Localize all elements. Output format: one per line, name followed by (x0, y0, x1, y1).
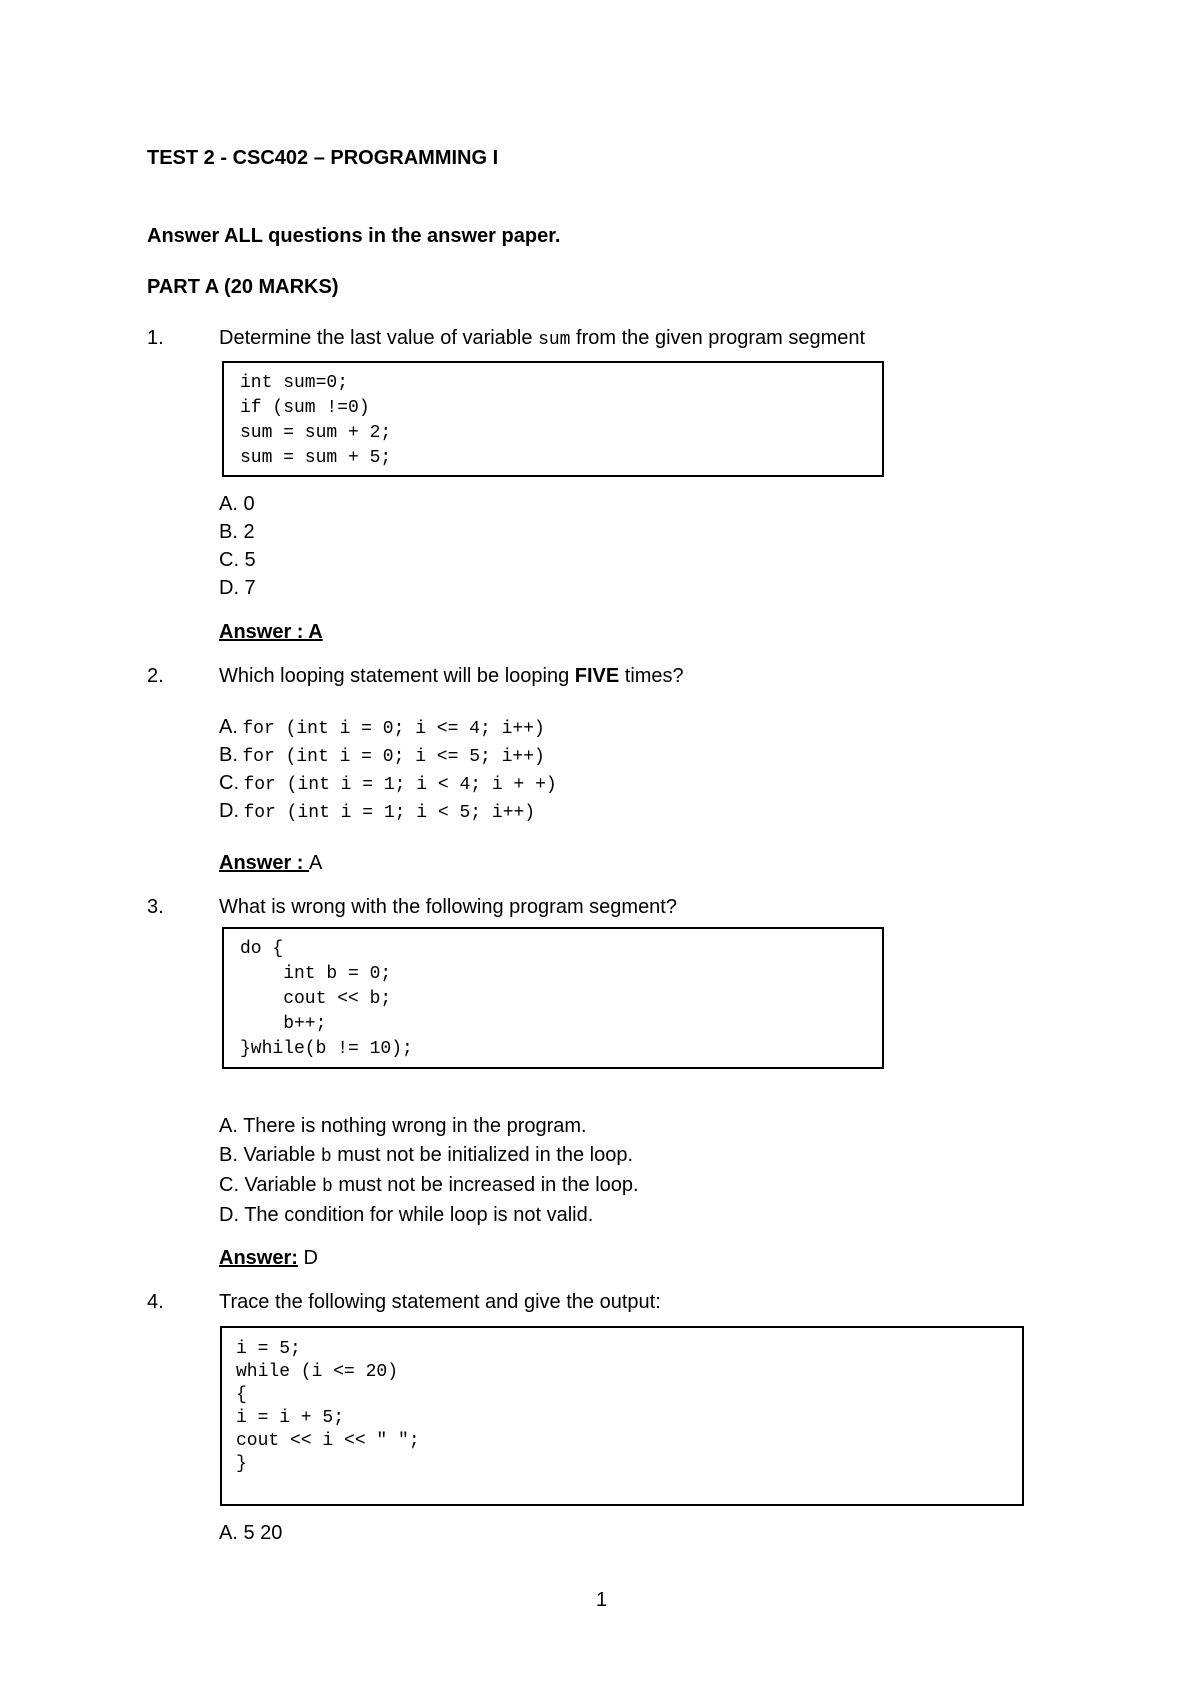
option-a: A. 0 (219, 493, 255, 515)
question-number: 1. (147, 327, 164, 349)
question-number: 2. (147, 665, 164, 687)
code-box (222, 927, 884, 1069)
question-text: What is wrong with the following program segment? (219, 896, 677, 918)
option-b: B. 2 (219, 521, 255, 543)
instruction-text: Answer ALL questions in the answer paper. (147, 225, 561, 247)
option-d: D. for (int i = 1; i < 5; i++) (219, 800, 536, 823)
option-d: D. 7 (219, 577, 256, 599)
question-text: Trace the following statement and give the output: (219, 1291, 661, 1313)
option-a: A. for (int i = 0; i <= 4; i++) (219, 716, 545, 739)
code-block: i = 5; while (i <= 20) { i = i + 5; cout << i << " "; } (236, 1339, 420, 1474)
option-b: B. Variable b must not be initialized in the loop. (219, 1144, 634, 1167)
question-text: Determine the last value of variable sum from the given program segment (219, 327, 866, 350)
question-text: Which looping statement will be looping FIVE times? (219, 665, 684, 687)
question-number: 3. (147, 896, 164, 918)
part-heading: PART A (20 MARKS) (147, 276, 339, 298)
code-box (220, 1326, 1024, 1506)
option-d: D. The condition for while loop is not valid. (219, 1204, 594, 1226)
answer-label: Answer : A (219, 621, 323, 643)
option-c: C. for (int i = 1; i < 4; i + +) (219, 772, 557, 795)
option-a: A. 5 20 (219, 1522, 283, 1544)
option-c: C. 5 (219, 549, 256, 571)
document-title: TEST 2 - CSC402 – PROGRAMMING I (147, 147, 499, 169)
answer-line: Answer: D (219, 1247, 318, 1269)
option-b: B. for (int i = 0; i <= 5; i++) (219, 744, 545, 767)
answer-line: Answer : A (219, 852, 323, 874)
page-number: 1 (596, 1589, 608, 1611)
option-c: C. Variable b must not be increased in the loop. (219, 1174, 639, 1197)
code-box (222, 361, 884, 477)
question-number: 4. (147, 1291, 164, 1313)
option-a: A. There is nothing wrong in the program. (219, 1115, 587, 1137)
code-block: do { int b = 0; cout << b; b++; }while(b != 10); (240, 939, 413, 1059)
code-block: int sum=0; if (sum !=0) sum = sum + 2; sum = sum + 5; (240, 373, 392, 468)
